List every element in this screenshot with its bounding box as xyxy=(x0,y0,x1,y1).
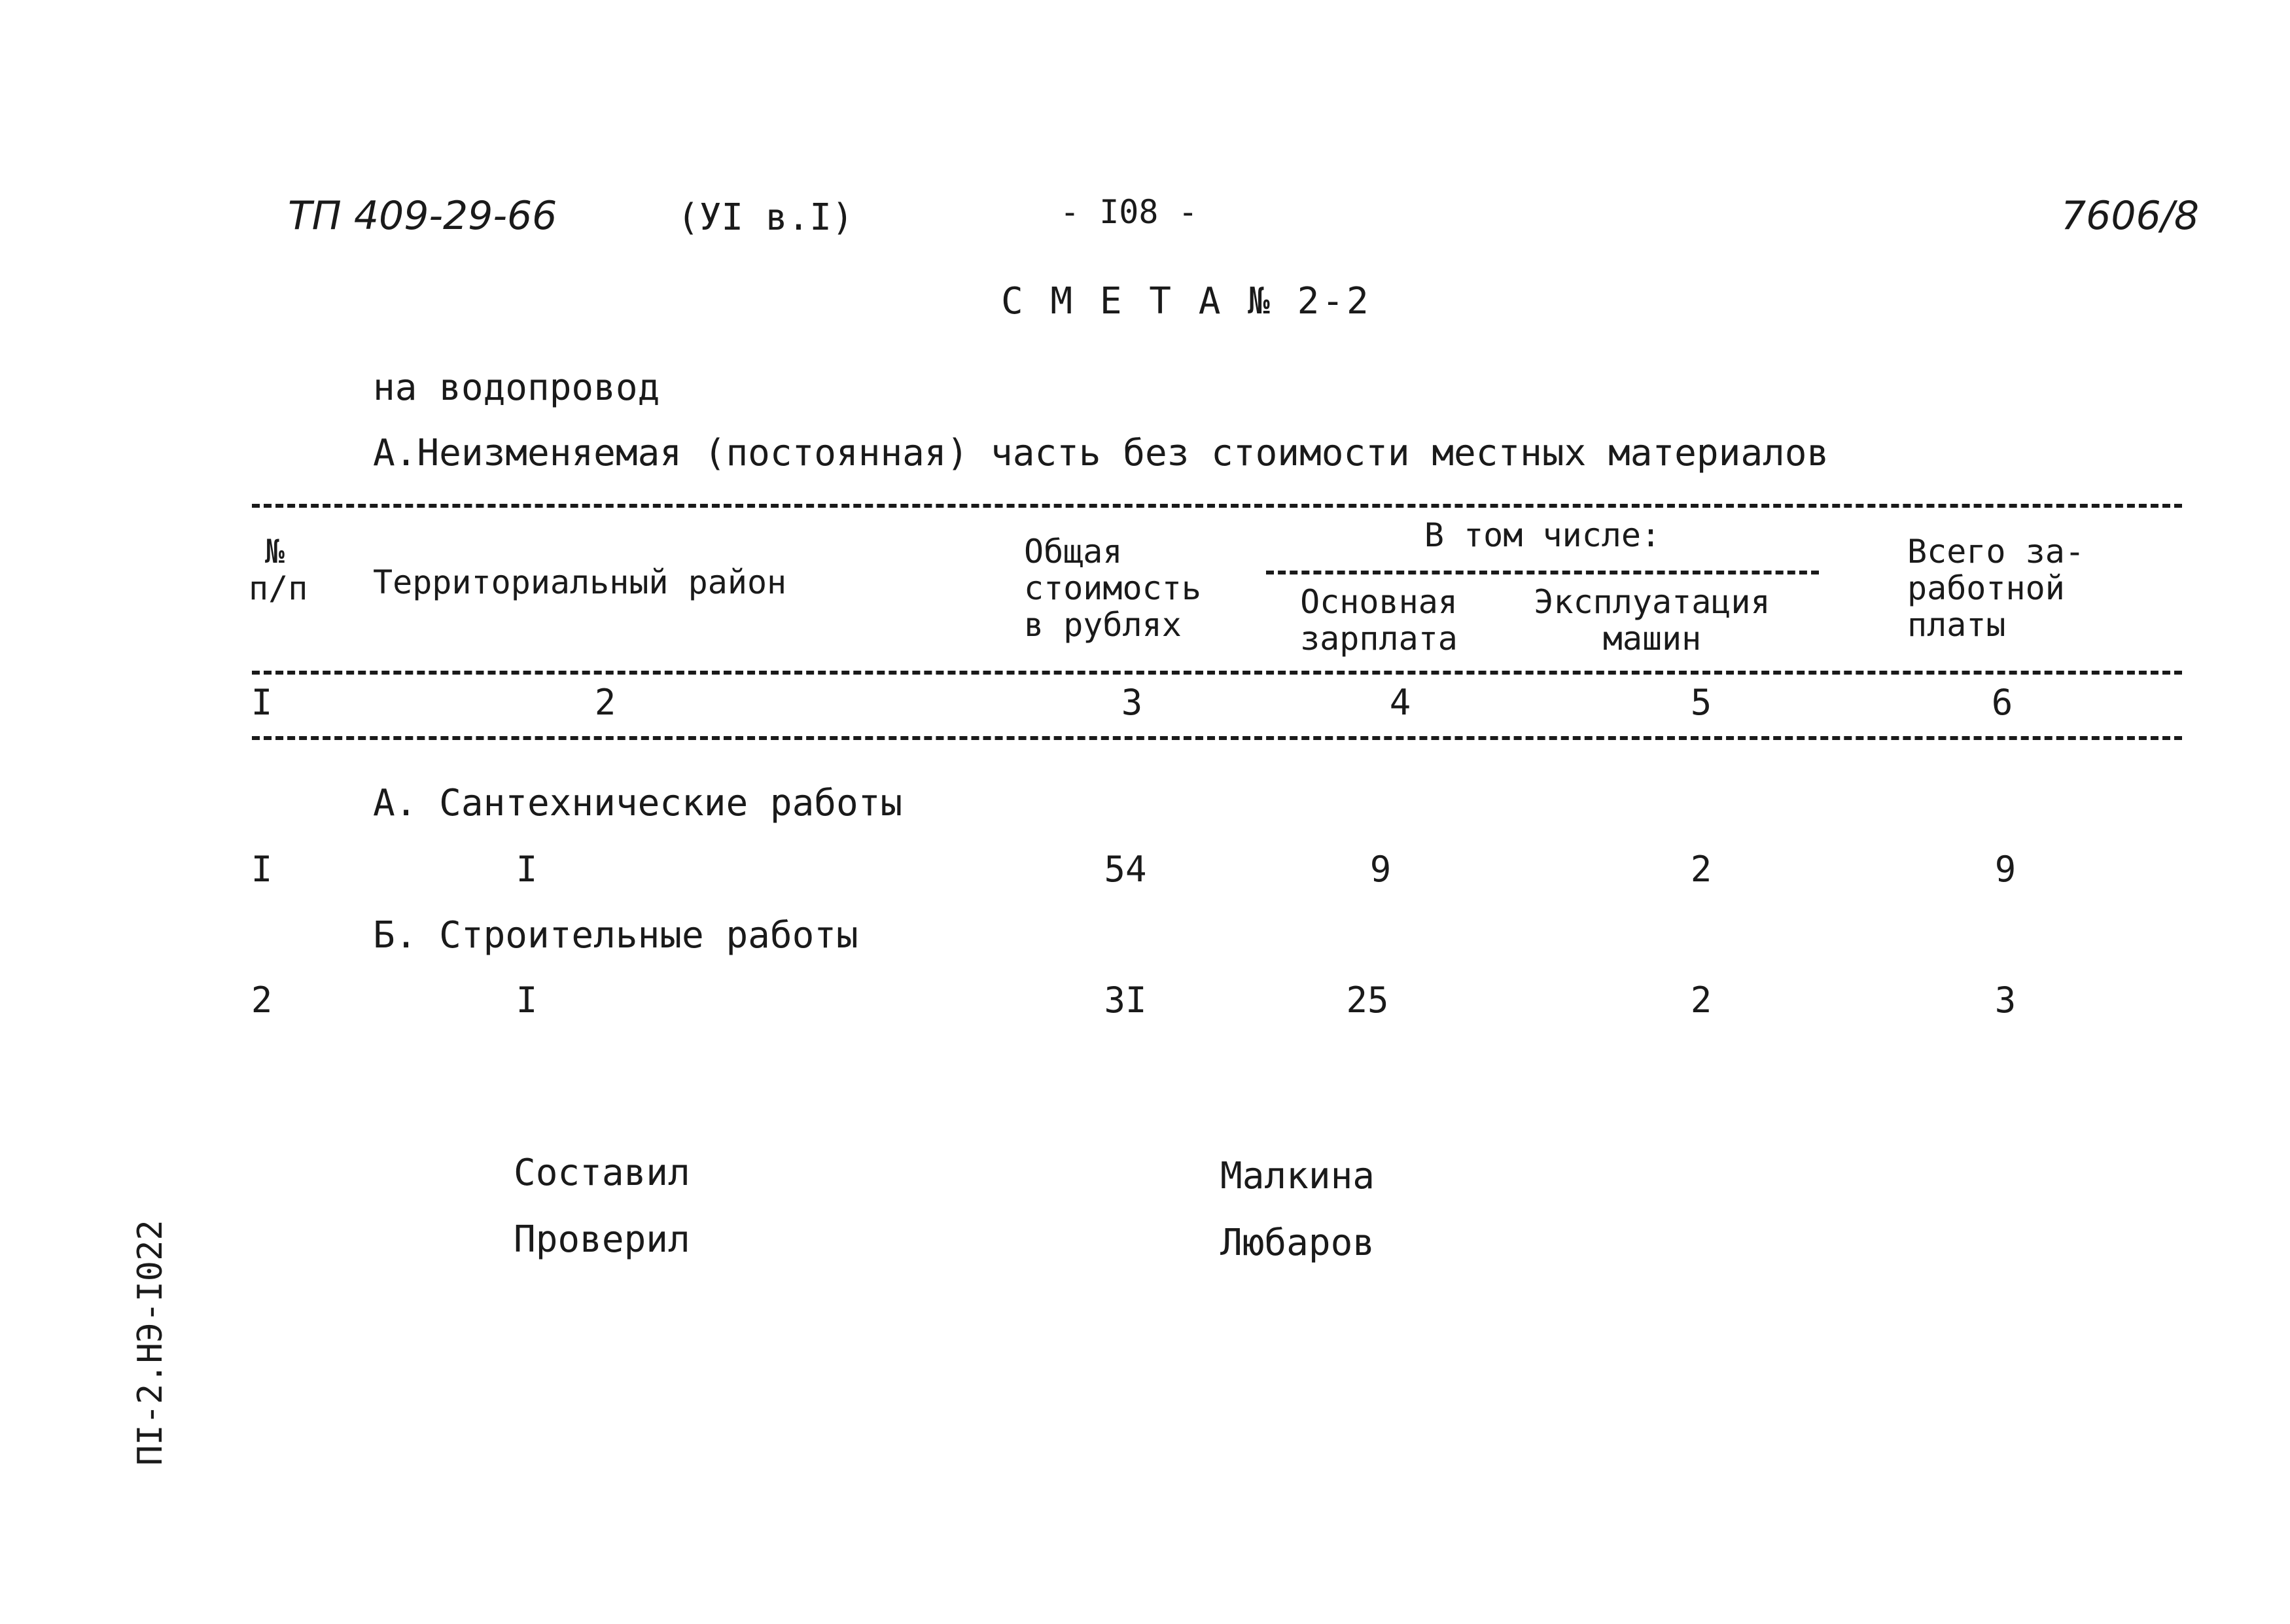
header-total-wages: Всего за- работной платы xyxy=(1907,533,2085,644)
cell-total-cost: 3I xyxy=(1104,980,1147,1021)
column-number: 6 xyxy=(1991,682,2013,723)
cell-district: I xyxy=(516,980,538,1021)
compiled-name: Малкина xyxy=(1220,1155,1375,1197)
document-title: С М Е Т А № 2-2 xyxy=(1001,280,1371,323)
volume-label: (УI в.I) xyxy=(677,196,854,239)
table-top-rule xyxy=(252,504,2182,508)
page-number: - I08 - xyxy=(1060,193,1198,231)
column-number: 5 xyxy=(1690,682,1712,723)
group-title: А. Сантехнические работы xyxy=(373,782,903,824)
header-no: № п/п xyxy=(249,533,308,607)
sheet-code: 7606/8 xyxy=(2061,193,2200,239)
checked-name: Любаров xyxy=(1220,1222,1375,1264)
cell-total-wages: 3 xyxy=(1994,980,2017,1021)
cell-base-salary: 25 xyxy=(1346,980,1389,1021)
project-code: ТП 409-29-66 xyxy=(288,193,557,239)
header-district: Территориальный район xyxy=(373,563,787,601)
including-rule xyxy=(1266,571,1819,574)
cell-base-salary: 9 xyxy=(1369,849,1392,890)
column-number: 3 xyxy=(1121,682,1143,723)
cell-total-cost: 54 xyxy=(1104,849,1147,890)
column-number: I xyxy=(251,682,273,723)
header-including: В том числе: xyxy=(1424,516,1661,554)
cell-machine-operation: 2 xyxy=(1690,980,1712,1021)
header-machine-operation: Эксплуатация машин xyxy=(1534,583,1770,658)
group-title: Б. Строительные работы xyxy=(373,914,858,957)
cell-no: I xyxy=(251,849,273,890)
column-number: 2 xyxy=(594,682,616,723)
column-numbers-top-rule xyxy=(252,671,2182,675)
checked-label: Проверил xyxy=(514,1218,690,1261)
document-subtitle: на водопровод xyxy=(373,366,660,409)
header-total-cost: Общая стоимость в рублях xyxy=(1024,533,1201,644)
cell-no: 2 xyxy=(251,980,273,1021)
column-numbers-bottom-rule xyxy=(252,736,2182,740)
compiled-label: Составил xyxy=(514,1152,690,1194)
section-heading: А.Неизменяемая (постоянная) часть без стоимости местных материалов xyxy=(373,432,1829,474)
cell-total-wages: 9 xyxy=(1994,849,2017,890)
side-stamp: ПI-2.НЭ-I022 xyxy=(131,1220,170,1466)
header-base-salary: Основная зарплата xyxy=(1300,583,1458,658)
cell-machine-operation: 2 xyxy=(1690,849,1712,890)
cell-district: I xyxy=(516,849,538,890)
column-number: 4 xyxy=(1389,682,1411,723)
